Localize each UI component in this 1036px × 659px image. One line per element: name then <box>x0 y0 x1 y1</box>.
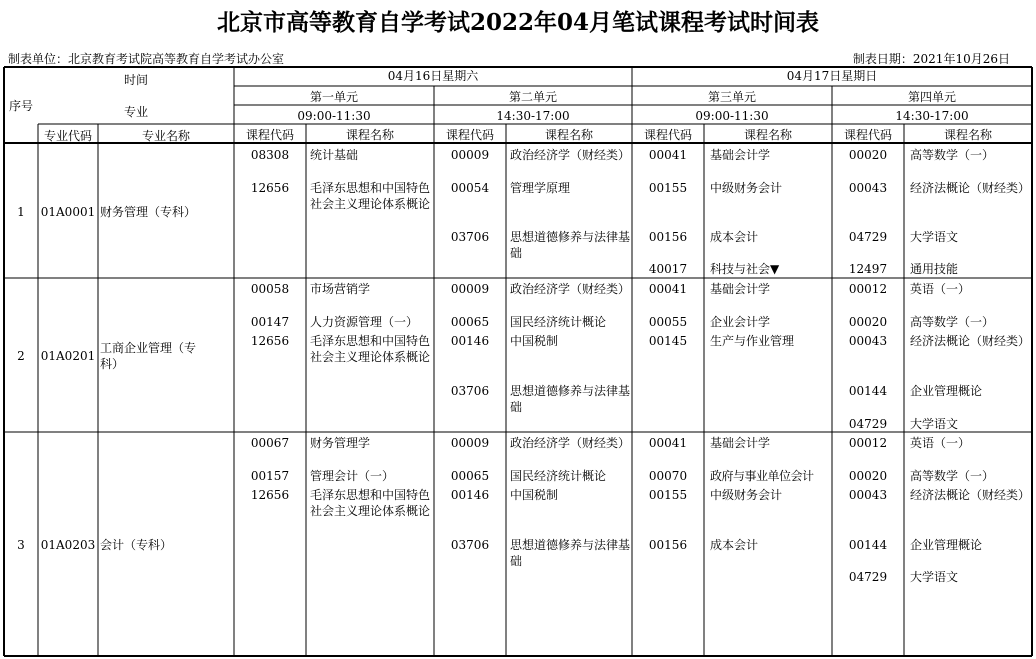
header-unit-4-time: 14:30-17:00 <box>895 109 969 123</box>
course-name: 国民经济统计概论 <box>510 469 607 483</box>
course-code: 00145 <box>648 334 688 348</box>
header-unit-3-time: 09:00-11:30 <box>695 109 769 123</box>
row-3-major-code: 01A0203 <box>40 538 96 552</box>
course-code: 12497 <box>848 262 888 276</box>
course-name: 成本会计 <box>710 230 759 244</box>
header-unit-2-name: 第二单元 <box>508 90 557 104</box>
course-code: 00070 <box>648 469 688 483</box>
course-code: 00041 <box>648 148 688 162</box>
course-code: 00020 <box>848 148 888 162</box>
row-2-major-code: 01A0201 <box>40 349 96 363</box>
course-name: 中级财务会计 <box>710 181 783 195</box>
course-code: 03706 <box>450 384 490 398</box>
course-name: 毛泽东思想和中国特色社会主义理论体系概论 <box>310 181 431 211</box>
course-name: 财务管理学 <box>310 436 371 450</box>
course-name: 思想道德修养与法律基础 <box>510 538 631 568</box>
header-course-name-2: 课程名称 <box>544 128 593 142</box>
course-code: 03706 <box>450 538 490 552</box>
course-name: 市场营销学 <box>310 282 371 296</box>
header-day-1: 04月16日星期六 <box>387 69 479 83</box>
course-name: 毛泽东思想和中国特色社会主义理论体系概论 <box>310 488 431 518</box>
course-code: 00009 <box>450 148 490 162</box>
course-name: 统计基础 <box>310 148 359 162</box>
course-name: 基础会计学 <box>710 282 771 296</box>
course-code: 00041 <box>648 436 688 450</box>
course-code: 00156 <box>648 538 688 552</box>
header-course-code-2: 课程代码 <box>445 128 494 142</box>
course-name: 思想道德修养与法律基础 <box>510 230 631 260</box>
course-name: 高等数学（一） <box>910 148 995 162</box>
course-code: 04729 <box>848 417 888 431</box>
header-major-name: 专业名称 <box>141 129 190 143</box>
course-code: 00043 <box>848 334 888 348</box>
course-code: 00157 <box>250 469 290 483</box>
course-name: 企业管理概论 <box>910 384 983 398</box>
course-name: 英语（一） <box>910 282 971 296</box>
course-code: 00155 <box>648 181 688 195</box>
page-title: 北京市高等教育自学考试2022年04月笔试课程考试时间表 <box>216 9 820 36</box>
header-course-name-3: 课程名称 <box>743 128 792 142</box>
course-name: 中国税制 <box>510 488 559 502</box>
course-code: 04729 <box>848 570 888 584</box>
course-code: 00020 <box>848 469 888 483</box>
course-code: 00065 <box>450 469 490 483</box>
course-code: 00009 <box>450 436 490 450</box>
course-name: 高等数学（一） <box>910 315 995 329</box>
course-code: 00155 <box>648 488 688 502</box>
course-code: 00065 <box>450 315 490 329</box>
header-major-code: 专业代码 <box>43 129 92 143</box>
course-name: 人力资源管理（一） <box>310 315 419 329</box>
course-name: 管理学原理 <box>510 181 571 195</box>
header-course-code-3: 课程代码 <box>643 128 692 142</box>
course-code: 08308 <box>250 148 290 162</box>
course-name: 大学语文 <box>910 417 959 431</box>
course-name: 经济法概论（财经类） <box>910 488 1031 502</box>
course-code: 00146 <box>450 488 490 502</box>
course-name: 大学语文 <box>910 570 959 584</box>
header-day-2: 04月17日星期日 <box>786 69 878 83</box>
course-code: 00041 <box>648 282 688 296</box>
course-code: 00043 <box>848 488 888 502</box>
course-name: 政治经济学（财经类） <box>510 436 631 450</box>
header-unit-4-name: 第四单元 <box>907 90 956 104</box>
row-3-major-name: 会计（专科） <box>100 538 173 552</box>
row-1-major-code: 01A0001 <box>40 205 96 219</box>
course-name: 政府与事业单位会计 <box>710 469 814 483</box>
course-code: 00144 <box>848 538 888 552</box>
row-3-seq: 3 <box>17 538 25 552</box>
course-name: 高等数学（一） <box>910 469 995 483</box>
header-seq: 序号 <box>8 99 33 113</box>
header-unit-2-time: 14:30-17:00 <box>496 109 570 123</box>
course-name: 生产与作业管理 <box>710 334 795 348</box>
row-1-major-name: 财务管理（专科） <box>100 205 197 219</box>
row-2-seq: 2 <box>17 349 25 363</box>
maker-date: 制表日期：2021年10月26日 <box>852 52 1010 66</box>
course-name: 科技与社会▼ <box>710 262 780 276</box>
header-time: 时间 <box>123 73 148 87</box>
course-name: 经济法概论（财经类） <box>910 334 1031 348</box>
course-name: 大学语文 <box>910 230 959 244</box>
course-name: 通用技能 <box>910 262 959 276</box>
course-name: 政治经济学（财经类） <box>510 148 631 162</box>
course-code: 12656 <box>250 488 290 502</box>
course-code: 00055 <box>648 315 688 329</box>
course-name: 毛泽东思想和中国特色社会主义理论体系概论 <box>310 334 431 364</box>
course-code: 00020 <box>848 315 888 329</box>
header-unit-1-time: 09:00-11:30 <box>297 109 371 123</box>
course-code: 00146 <box>450 334 490 348</box>
course-name: 管理会计（一） <box>310 469 395 483</box>
header-course-code-4: 课程代码 <box>843 128 892 142</box>
course-code: 40017 <box>648 262 688 276</box>
course-code: 00144 <box>848 384 888 398</box>
course-name: 基础会计学 <box>710 436 771 450</box>
course-name: 政治经济学（财经类） <box>510 282 631 296</box>
header-major: 专业 <box>123 105 148 119</box>
header-unit-3-name: 第三单元 <box>707 90 756 104</box>
course-name: 经济法概论（财经类） <box>910 181 1031 195</box>
maker-unit: 制表单位：北京教育考试院高等教育自学考试办公室 <box>8 52 285 66</box>
course-code: 00067 <box>250 436 290 450</box>
course-code: 00156 <box>648 230 688 244</box>
course-code: 00012 <box>848 436 888 450</box>
course-name: 企业会计学 <box>710 315 771 329</box>
course-code: 04729 <box>848 230 888 244</box>
course-name: 基础会计学 <box>710 148 771 162</box>
course-code: 00054 <box>450 181 490 195</box>
course-code: 03706 <box>450 230 490 244</box>
header-course-code-1: 课程代码 <box>245 128 294 142</box>
row-1-seq: 1 <box>17 205 25 219</box>
course-name: 英语（一） <box>910 436 971 450</box>
course-code: 12656 <box>250 334 290 348</box>
course-name: 思想道德修养与法律基础 <box>510 384 631 414</box>
course-name: 成本会计 <box>710 538 759 552</box>
course-name: 中国税制 <box>510 334 559 348</box>
course-code: 00009 <box>450 282 490 296</box>
row-2-major-name: 工商企业管理（专科） <box>100 341 197 371</box>
course-code: 00012 <box>848 282 888 296</box>
header-unit-1-name: 第一单元 <box>309 90 358 104</box>
course-name: 企业管理概论 <box>910 538 983 552</box>
course-code: 00043 <box>848 181 888 195</box>
course-code: 00058 <box>250 282 290 296</box>
course-code: 12656 <box>250 181 290 195</box>
header-course-name-4: 课程名称 <box>943 128 992 142</box>
course-name: 国民经济统计概论 <box>510 315 607 329</box>
course-code: 00147 <box>250 315 290 329</box>
course-name: 中级财务会计 <box>710 488 783 502</box>
header-course-name-1: 课程名称 <box>345 128 394 142</box>
